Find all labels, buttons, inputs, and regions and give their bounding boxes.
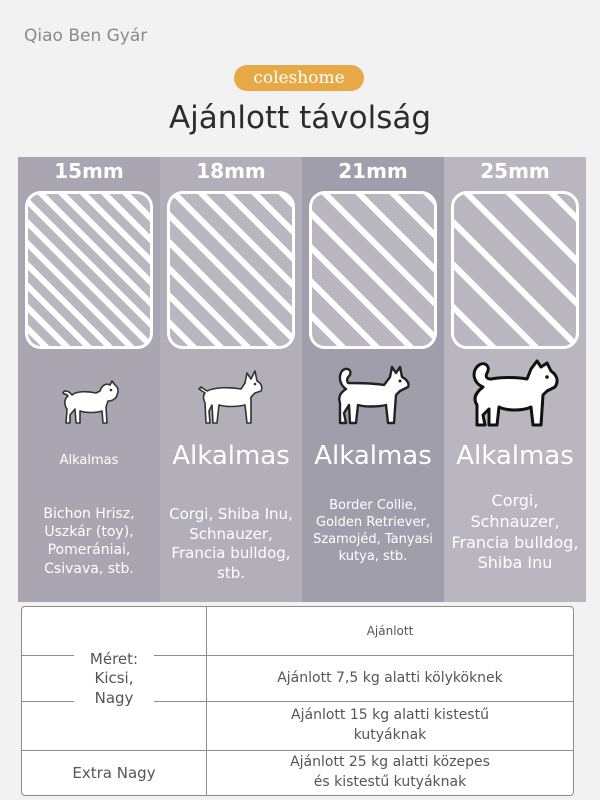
suitable-label: Alkalmas xyxy=(314,441,432,471)
page-title: Ajánlott távolság xyxy=(168,100,432,136)
pug-icon xyxy=(58,377,120,429)
size-column-25mm xyxy=(444,157,586,602)
size-label-cell: Méret: Kicsi, Nagy xyxy=(74,648,154,711)
brand-badge: coleshome xyxy=(234,65,364,91)
stripe-pattern xyxy=(309,191,437,349)
suitable-label: Alkalmas xyxy=(456,441,574,471)
table-row: Ajánlott 7,5 kg alatti kölyköknek xyxy=(277,670,503,686)
breed-list: Bichon Hrisz, Uszkár (toy), Pomerániai, Csivava, stb. xyxy=(43,506,135,577)
size-column-21mm xyxy=(302,157,444,602)
suitable-label: Alkalmas xyxy=(59,453,119,468)
shop-name: Qiao Ben Gyár xyxy=(24,26,148,46)
size-comparison xyxy=(18,157,586,602)
stripe-pattern xyxy=(167,191,295,349)
breed-list: Corgi, Schnauzer, Francia bulldog, Shiba Inu xyxy=(451,491,579,573)
fluffy-dog-icon xyxy=(467,353,563,433)
breed-list: Corgi, Shiba Inu, Schnauzer, Francia bulldog, stb. xyxy=(169,505,293,582)
size-extra-large: Extra Nagy xyxy=(72,764,156,782)
stripe-pattern xyxy=(25,191,153,349)
size-column-15mm xyxy=(18,157,160,602)
table-row: Ajánlott 15 kg alatti kistestű kutyáknak xyxy=(291,706,489,743)
stripe-pattern xyxy=(451,191,579,349)
size-label: 21mm xyxy=(338,159,408,183)
terrier-icon xyxy=(195,367,267,429)
size-cell-wrap xyxy=(22,641,206,717)
size-column-18mm xyxy=(160,157,302,602)
size-label: 25mm xyxy=(480,159,550,183)
recommendation-table xyxy=(21,606,574,796)
husky-icon xyxy=(332,359,414,431)
size-label: 18mm xyxy=(196,159,266,183)
size-label: 15mm xyxy=(54,159,124,183)
table-row: Ajánlott 25 kg alatti közepes és kistestű kutyáknak xyxy=(290,754,490,790)
breed-list: Border Collie, Golden Retriever, Szamojéd, Tanyasi kutya, stb. xyxy=(313,498,433,564)
suitable-label: Alkalmas xyxy=(172,441,290,471)
table-header: Ajánlott xyxy=(366,624,414,638)
